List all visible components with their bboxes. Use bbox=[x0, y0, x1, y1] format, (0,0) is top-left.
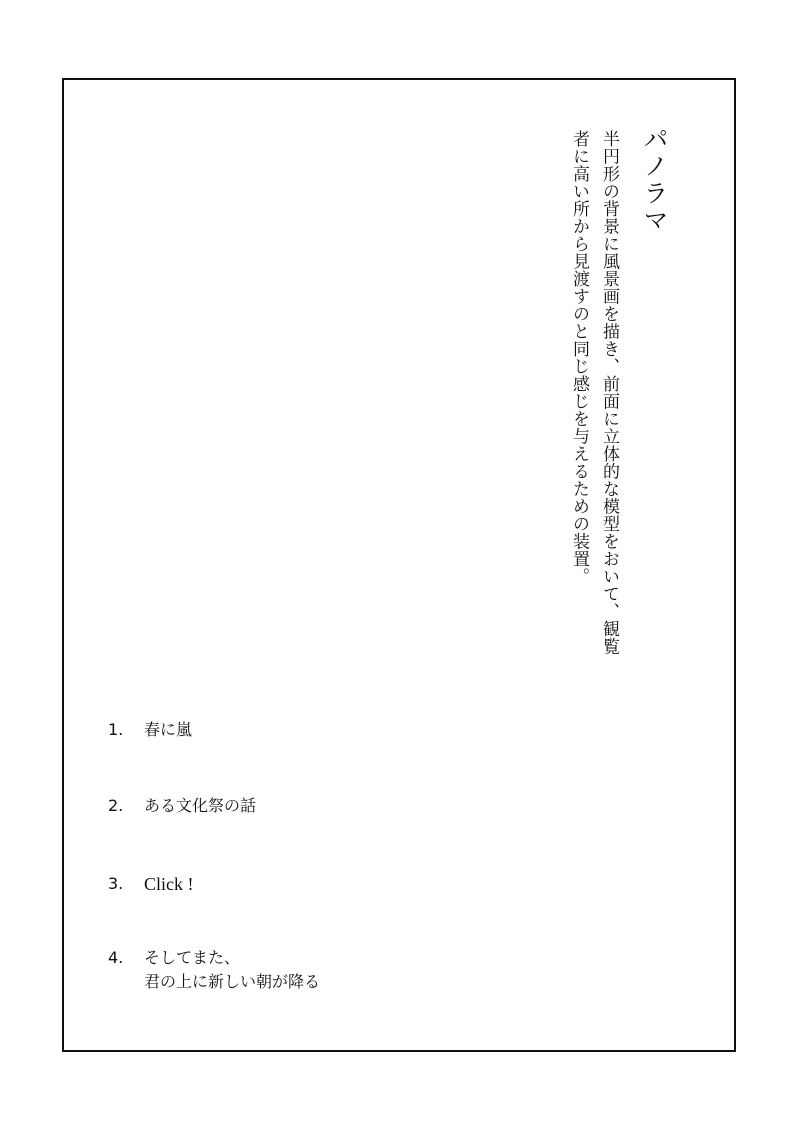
contents-item-title: そしてまた、 君の上に新しい朝が降る bbox=[144, 948, 321, 991]
page-frame bbox=[62, 78, 736, 1052]
page-title: パノラマ bbox=[640, 126, 669, 234]
contents-item-title: ある文化祭の話 bbox=[144, 796, 257, 815]
contents-item bbox=[108, 718, 192, 742]
definition-text bbox=[564, 130, 624, 670]
contents-item bbox=[108, 794, 256, 818]
contents-item-number: 1. bbox=[108, 720, 124, 739]
contents-item-number: 3. bbox=[108, 874, 124, 893]
definition-line-2: 観覧者に高い所から見渡すのと同じ感じを与えるための装置。 bbox=[569, 130, 619, 655]
contents-item-title: Click ! bbox=[144, 874, 194, 894]
contents-item-number: 4. bbox=[108, 948, 124, 967]
contents-item-title: 春に嵐 bbox=[144, 720, 193, 739]
contents-item-number: 2. bbox=[108, 796, 124, 815]
definition-line-1: 半円形の背景に風景画を描き、前面に立体的な模型をおいて、 bbox=[599, 130, 619, 620]
contents-item bbox=[108, 946, 320, 994]
contents-item bbox=[108, 872, 194, 896]
